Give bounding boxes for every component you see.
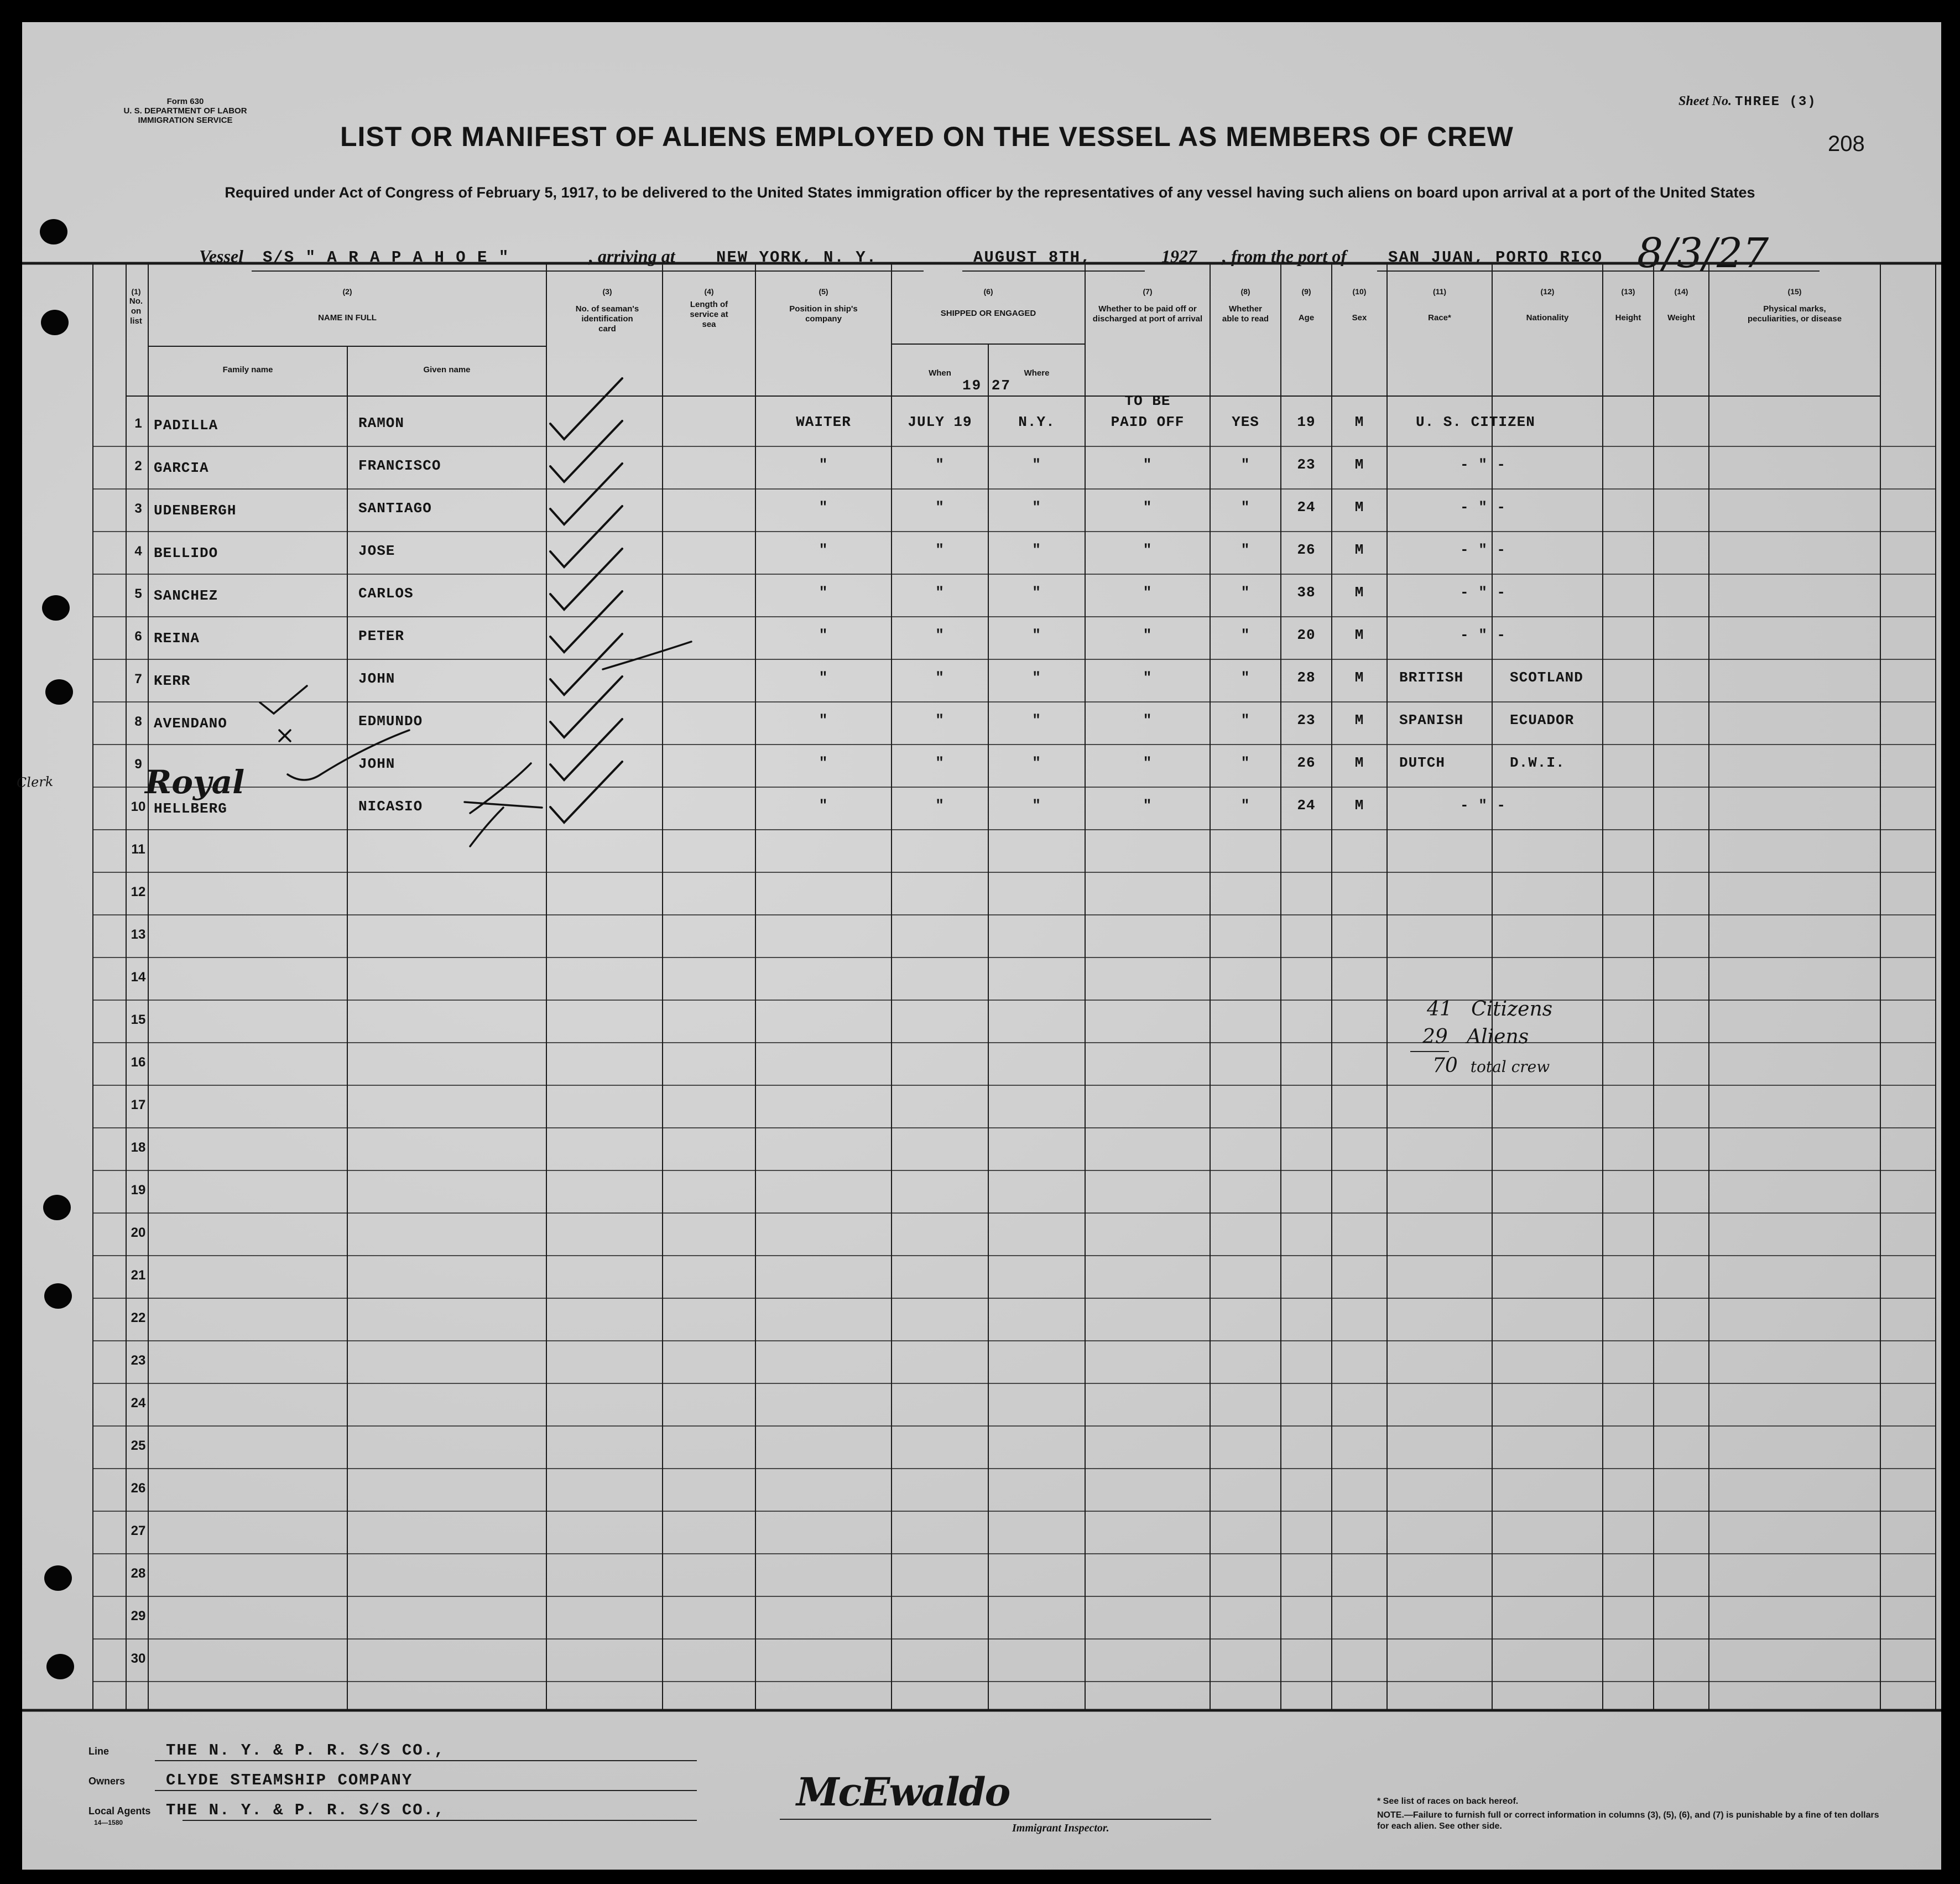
shipped-where: " <box>1032 584 1041 601</box>
cross-mark-avendano <box>279 730 290 741</box>
row-number: 25 <box>131 1438 146 1453</box>
col-header-no: (1) No. on list <box>129 287 143 326</box>
check-mark <box>550 506 622 567</box>
page-subtitle: Required under Act of Congress of February 5, 1917, to be delivered to the United States immigration officer by the representatives of any vessel having such aliens on board upon arrival at a port of the United States <box>225 184 1755 201</box>
col-header-read: (8) Whether able to read <box>1222 287 1269 324</box>
given-name: JOSE <box>358 543 395 559</box>
col-header-length-service: (4) Length of service at sea <box>690 287 728 329</box>
tally-total-count: 70 <box>1432 1054 1458 1077</box>
tally-aliens-count: 29 <box>1422 1026 1448 1048</box>
paid-off: " <box>1143 627 1153 643</box>
row-number: 29 <box>131 1609 146 1623</box>
race: DUTCH <box>1399 754 1446 771</box>
age: 19 <box>1297 414 1316 430</box>
inspector-label: Immigrant Inspector. <box>1012 1822 1109 1834</box>
age: 26 <box>1297 542 1316 558</box>
family-name: GARCIA <box>154 460 209 476</box>
given-name: FRANCISCO <box>358 457 441 474</box>
sex: M <box>1354 414 1364 430</box>
col-header-id-card: (3) No. of seaman's identification card <box>575 287 639 334</box>
age: 28 <box>1297 669 1316 686</box>
agents-label: Local Agents <box>88 1805 151 1817</box>
race: - " - <box>1460 627 1507 643</box>
able-to-read: " <box>1240 797 1250 814</box>
shipped-where: " <box>1032 712 1041 728</box>
able-to-read: " <box>1240 627 1250 643</box>
col-header-where: Where <box>1024 368 1050 378</box>
checkmarks <box>22 22 1941 1870</box>
crew-tally <box>1422 996 1553 1081</box>
departure-port: SAN JUAN, PORTO RICO <box>1388 248 1603 267</box>
age: 26 <box>1297 754 1316 771</box>
sex: M <box>1354 542 1364 558</box>
row-number: 23 <box>131 1353 146 1368</box>
race: BRITISH <box>1399 669 1464 686</box>
vessel-name: S/S " A R A P A H O E " <box>263 248 510 267</box>
able-to-read: " <box>1240 584 1250 601</box>
race: - " - <box>1460 499 1507 516</box>
family-name: BELLIDO <box>154 545 218 561</box>
col-header-family-name: Family name <box>222 365 273 374</box>
able-to-read: " <box>1240 754 1250 771</box>
paid-off: " <box>1143 797 1153 814</box>
row-number: 18 <box>131 1140 146 1155</box>
row-number: 8 <box>134 714 142 729</box>
shipped-when: " <box>935 499 945 516</box>
family-name: SANCHEZ <box>154 587 218 604</box>
col-header-physical-marks: (15) Physical marks, peculiarities, or disease <box>1747 287 1842 324</box>
able-to-read: " <box>1240 499 1250 516</box>
check-mark <box>550 549 622 610</box>
row-number: 3 <box>134 501 142 516</box>
tally-aliens-label: Aliens <box>1467 1026 1529 1048</box>
check-mark <box>550 762 622 823</box>
col-header-when: When <box>929 368 951 378</box>
row-number: 13 <box>131 927 146 942</box>
shipped-where: " <box>1032 456 1041 473</box>
row-number: 28 <box>131 1566 146 1581</box>
paid-off: " <box>1143 754 1153 771</box>
sex: M <box>1354 499 1364 516</box>
family-name: HELLBERG <box>154 800 227 817</box>
owners-label: Owners <box>88 1776 126 1787</box>
given-name: EDMUNDO <box>358 713 423 730</box>
row-number: 11 <box>131 842 145 857</box>
arrival-year: 1927 <box>1161 246 1197 266</box>
check-mark <box>550 676 622 737</box>
race: SPANISH <box>1399 712 1464 728</box>
position: " <box>819 712 828 728</box>
shipped-when: " <box>935 584 945 601</box>
scribble-line <box>465 763 542 846</box>
row-number: 5 <box>134 586 142 601</box>
shipped-when: JULY 19 <box>908 414 972 430</box>
position: WAITER <box>796 414 851 430</box>
family-name: REINA <box>154 630 200 647</box>
owners-value: CLYDE STEAMSHIP COMPANY <box>166 1771 413 1789</box>
from-port-label: , from the port of <box>1222 246 1347 266</box>
shipped-when: " <box>935 627 945 643</box>
shipped-where: N.Y. <box>1018 414 1055 430</box>
tally-total-label: total crew <box>1470 1058 1550 1076</box>
col-header-position: (5) Position in ship's company <box>789 287 858 324</box>
position: " <box>819 584 828 601</box>
col-header-nationality: (12) Nationality <box>1526 287 1569 322</box>
paid-off: " <box>1143 499 1153 516</box>
inspector-signature: McEwaldo <box>796 1769 1010 1815</box>
form-number: Form 630 <box>166 97 204 106</box>
col-header-name: (2) NAME IN FULL <box>318 287 377 322</box>
check-mark <box>550 378 622 439</box>
row-number: 14 <box>131 970 146 985</box>
tally-citizens-label: Citizens <box>1471 998 1553 1021</box>
shipped-where: " <box>1032 542 1041 558</box>
shipped-when: " <box>935 542 945 558</box>
page-number: 208 <box>1828 132 1865 156</box>
col-header-height: (13) Height <box>1615 287 1641 322</box>
shipped-when: " <box>935 797 945 814</box>
tally-citizens-count: 41 <box>1427 998 1452 1021</box>
family-name: AVENDANO <box>154 715 227 732</box>
page-title: LIST OR MANIFEST OF ALIENS EMPLOYED ON THE VESSEL AS MEMBERS OF CREW <box>340 121 1514 152</box>
sex: M <box>1354 456 1364 473</box>
agents-value: THE N. Y. & P. R. S/S CO., <box>166 1801 445 1819</box>
age: 23 <box>1297 712 1316 728</box>
row-number: 17 <box>131 1097 146 1112</box>
shipped-year-note: 19 27 <box>962 377 1012 394</box>
paid-off: " <box>1143 584 1153 601</box>
family-name: PADILLA <box>154 417 218 434</box>
row-number: 2 <box>134 459 142 473</box>
row-number: 6 <box>134 629 142 644</box>
given-name: RAMON <box>358 415 405 431</box>
shipped-where: " <box>1032 499 1041 516</box>
row-number: 19 <box>131 1183 146 1198</box>
position: " <box>819 542 828 558</box>
check-mark <box>550 591 622 652</box>
shipped-where: " <box>1032 797 1041 814</box>
row-number: 15 <box>131 1012 146 1027</box>
penalty-note: NOTE.—Failure to furnish full or correct information in columns (3), (5), (6), and (7) is punishable by a fine of ten dollars for each alien. See other side. <box>1377 1810 1879 1831</box>
row-number: 30 <box>131 1651 146 1666</box>
col-header-sex: (10) Sex <box>1352 287 1367 322</box>
able-to-read: " <box>1240 669 1250 686</box>
row-number: 7 <box>134 672 142 686</box>
row-number: 26 <box>131 1481 146 1496</box>
nationality: ECUADOR <box>1510 712 1575 728</box>
sex: M <box>1354 754 1364 771</box>
row-number: 9 <box>134 757 142 772</box>
race: - " - <box>1460 797 1507 814</box>
row-number: 22 <box>131 1310 146 1325</box>
scribble-line <box>288 730 409 780</box>
age: 24 <box>1297 797 1316 814</box>
position: " <box>819 754 828 771</box>
age: 24 <box>1297 499 1316 516</box>
able-to-read: YES <box>1232 414 1259 430</box>
sheet-value: THREE (3) <box>1735 95 1817 110</box>
age: 38 <box>1297 584 1316 601</box>
paid-off: " <box>1143 456 1153 473</box>
position: " <box>819 669 828 686</box>
col-header-given-name: Given name <box>423 365 471 374</box>
line-label: Line <box>88 1746 110 1757</box>
given-name: JOHN <box>358 670 395 687</box>
shipped-when: " <box>935 754 945 771</box>
position: " <box>819 797 828 814</box>
given-name: SANTIAGO <box>358 500 432 517</box>
sex: M <box>1354 584 1364 601</box>
row-number: 4 <box>134 544 142 559</box>
col-header-weight: (14) Weight <box>1667 287 1695 322</box>
footer <box>88 1741 1880 1863</box>
nationality: D.W.I. <box>1510 754 1565 771</box>
given-name: NICASIO <box>358 798 423 815</box>
shipped-where: " <box>1032 627 1041 643</box>
row-number: 12 <box>131 884 146 899</box>
row-number: 16 <box>131 1055 146 1070</box>
row-number: 10 <box>131 799 146 814</box>
race-note: * See list of races on back hereof. <box>1377 1797 1519 1806</box>
check-mark <box>550 634 622 695</box>
row-number: 20 <box>131 1225 146 1240</box>
handwritten-family-name: Royal <box>145 763 245 801</box>
race: - " - <box>1460 456 1507 473</box>
shipped-where: " <box>1032 754 1041 771</box>
handwritten-date: 8/3/27 <box>1637 230 1769 277</box>
arrival-date: AUGUST 8TH, <box>973 248 1092 267</box>
col-header-age: (9) Age <box>1298 287 1315 322</box>
position: " <box>819 627 828 643</box>
race: - " - <box>1460 542 1507 558</box>
given-name: CARLOS <box>358 585 414 602</box>
col-header-race: (11) Race* <box>1428 287 1451 322</box>
col-header-shipped: (6) SHIPPED OR ENGAGED <box>940 287 1036 318</box>
paid-off: " <box>1143 669 1153 686</box>
row-number: 1 <box>134 416 142 431</box>
sheet-label: Sheet No. <box>1678 94 1732 108</box>
paid-off: " <box>1143 712 1153 728</box>
race: U. S. CITIZEN <box>1416 414 1535 430</box>
form-code: 14—1580 <box>94 1819 123 1826</box>
age: 23 <box>1297 456 1316 473</box>
check-mark <box>550 421 622 482</box>
service-name: IMMIGRATION SERVICE <box>138 116 233 125</box>
scribble-line <box>603 642 691 669</box>
col-header-paid-off: (7) Whether to be paid off or discharged at port of arrival <box>1092 287 1203 324</box>
family-name: KERR <box>154 673 191 689</box>
check-mark <box>550 464 622 524</box>
paid-off: PAID OFF <box>1111 414 1185 430</box>
able-to-read: " <box>1240 542 1250 558</box>
race: - " - <box>1460 584 1507 601</box>
age: 20 <box>1297 627 1316 643</box>
line-value: THE N. Y. & P. R. S/S CO., <box>166 1741 445 1760</box>
sex: M <box>1354 797 1364 814</box>
shipped-where: " <box>1032 669 1041 686</box>
vessel-label: Vessel <box>199 246 243 266</box>
nationality: SCOTLAND <box>1510 669 1583 686</box>
arrival-port: NEW YORK, N. Y. <box>716 248 878 267</box>
family-name: UDENBERGH <box>154 502 237 519</box>
check-mark <box>550 719 622 780</box>
paid-off-note: TO BE <box>1124 393 1171 409</box>
able-to-read: " <box>1240 456 1250 473</box>
sex: M <box>1354 627 1364 643</box>
row-number: 21 <box>131 1268 146 1283</box>
row-number: 24 <box>131 1396 146 1411</box>
arriving-label: , arriving at <box>589 246 675 266</box>
given-name: JOHN <box>358 756 395 772</box>
position: " <box>819 456 828 473</box>
able-to-read: " <box>1240 712 1250 728</box>
row-number: 27 <box>131 1523 146 1538</box>
manifest-sheet <box>16 22 1941 1870</box>
shipped-when: " <box>935 456 945 473</box>
paid-off: " <box>1143 542 1153 558</box>
given-name: PETER <box>358 628 405 644</box>
margin-note: Clerk <box>16 773 54 791</box>
shipped-when: " <box>935 669 945 686</box>
shipped-when: " <box>935 712 945 728</box>
department-name: U. S. DEPARTMENT OF LABOR <box>123 106 247 116</box>
check-mark-kerr <box>260 686 307 714</box>
sex: M <box>1354 669 1364 686</box>
position: " <box>819 499 828 516</box>
sex: M <box>1354 712 1364 728</box>
